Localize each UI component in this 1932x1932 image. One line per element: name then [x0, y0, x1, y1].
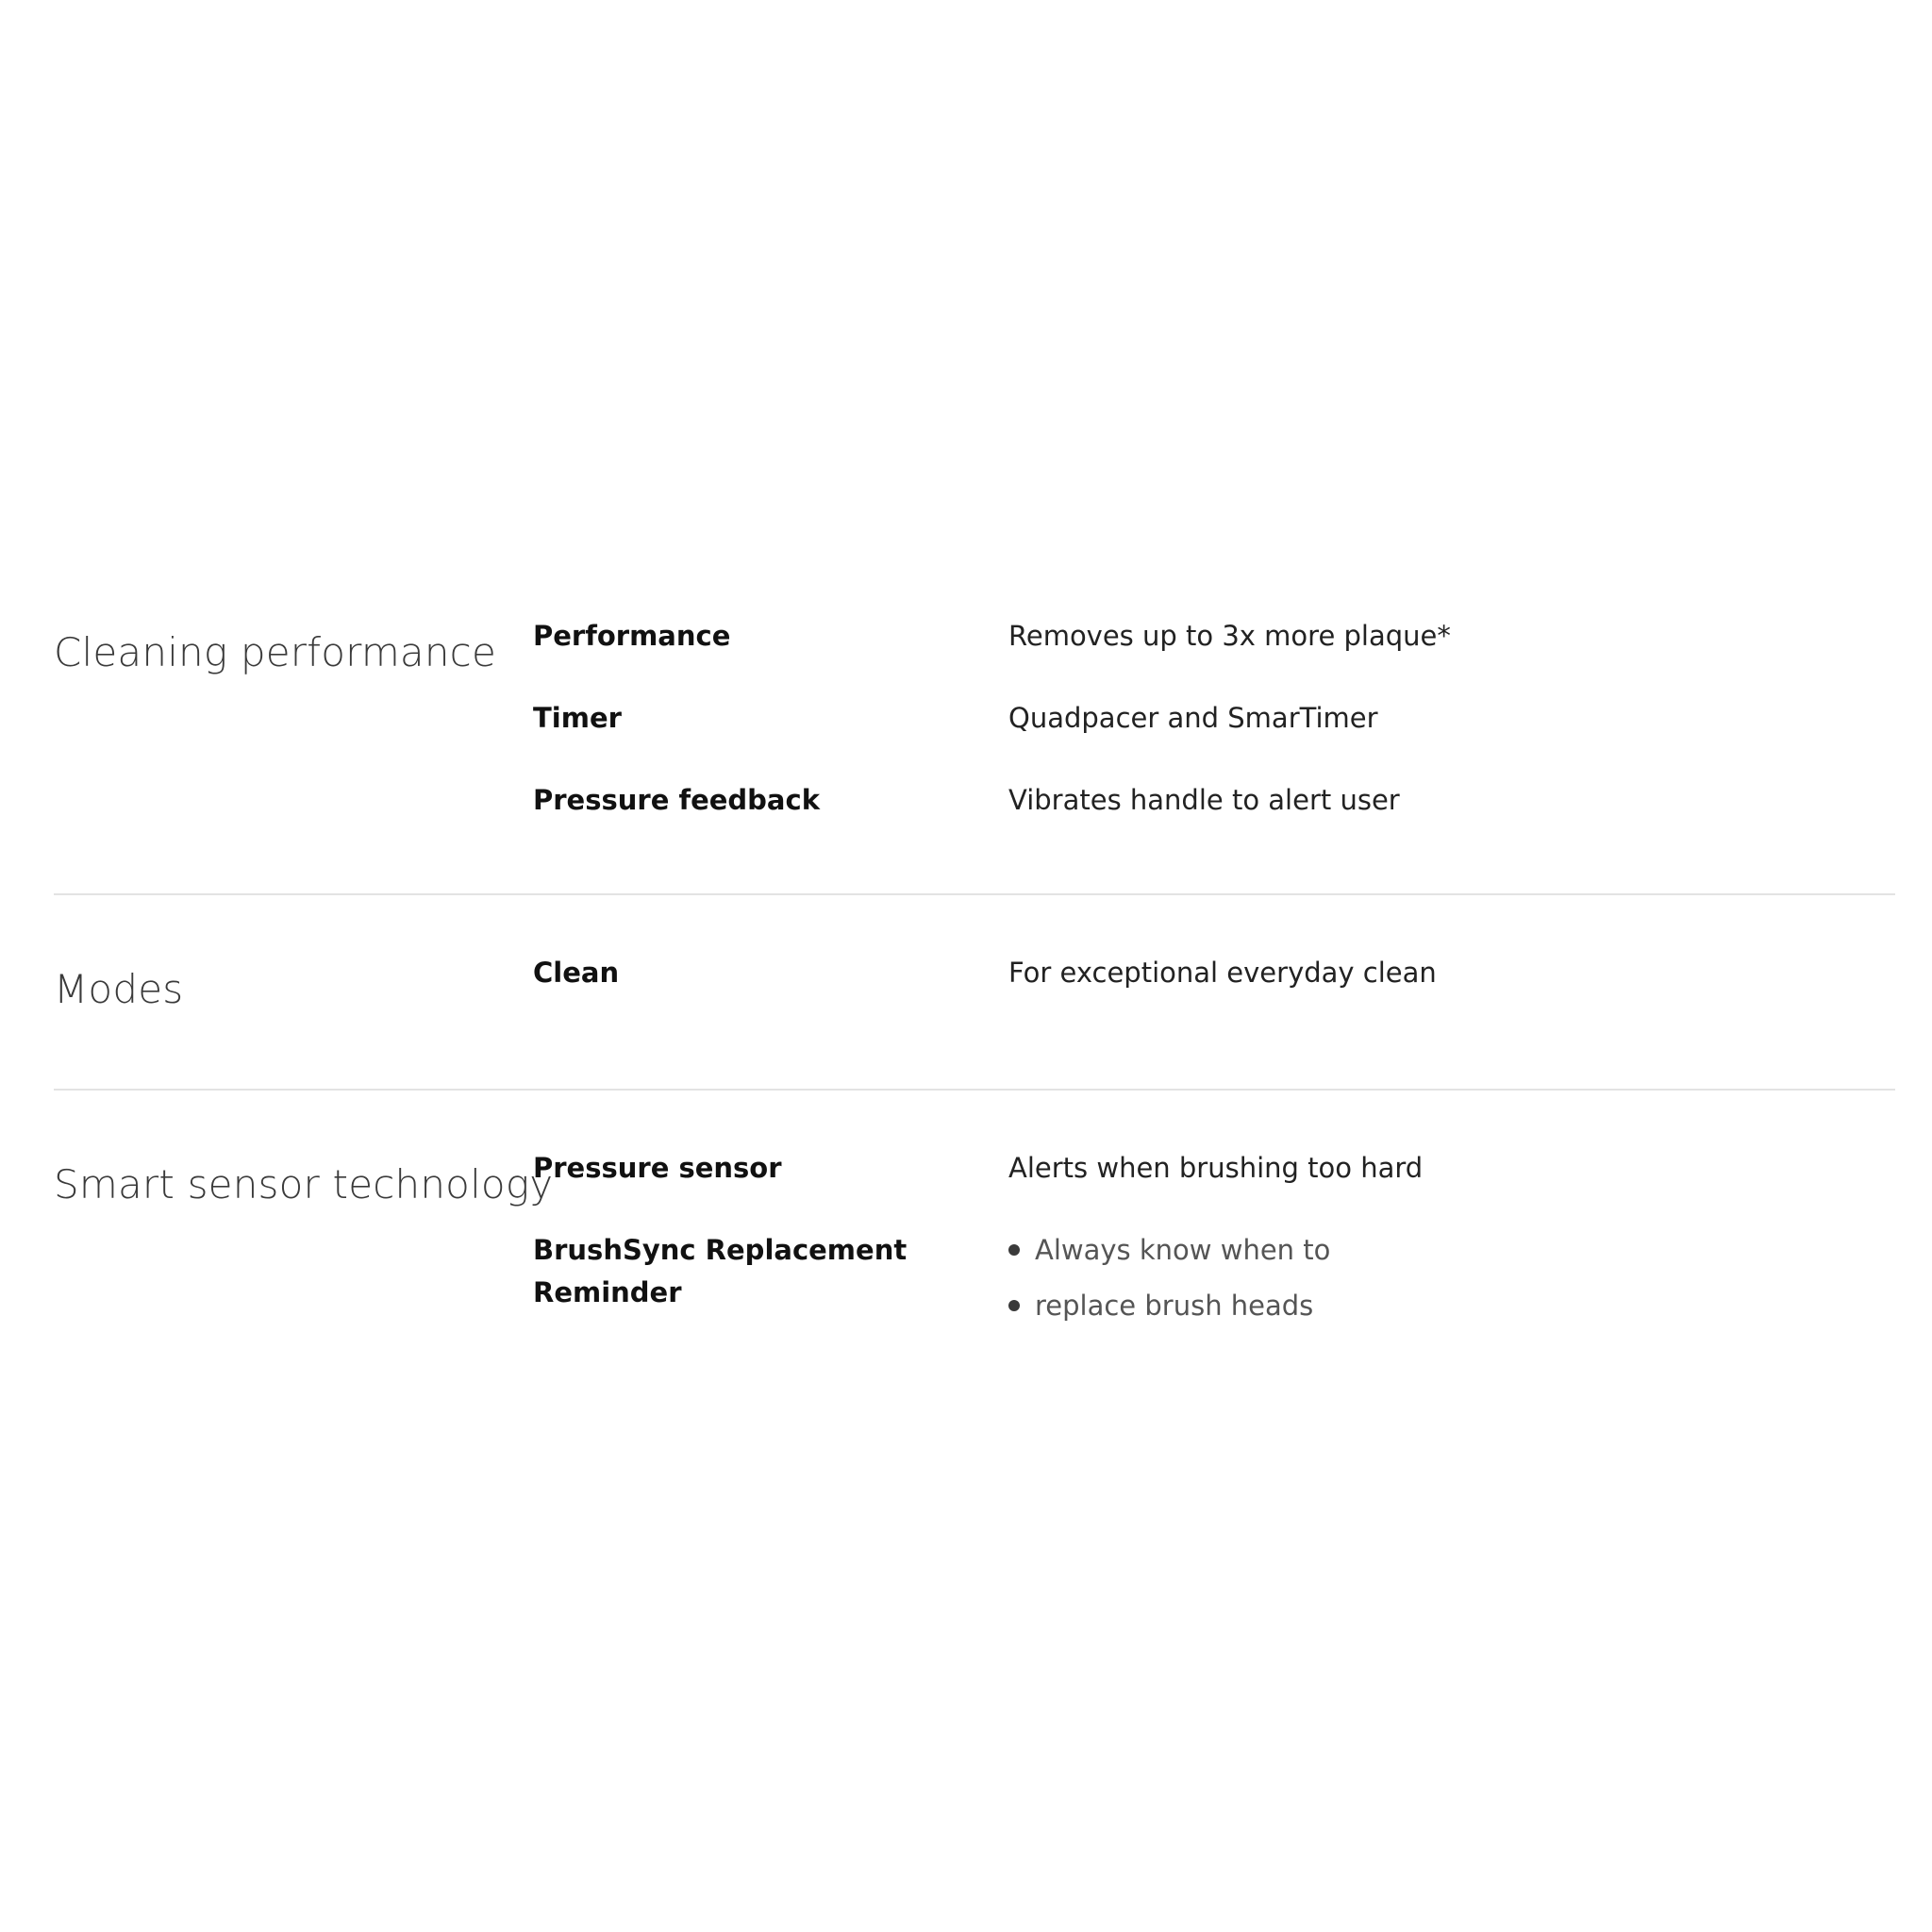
spec-label-performance: Performance [533, 620, 731, 652]
spec-label-pressure-feedback: Pressure feedback [533, 784, 820, 816]
section-cleaning-performance [54, 604, 1895, 822]
spec-row-pressure-feedback [533, 779, 1895, 822]
section-title-cleaning-performance: Cleaning performance [54, 629, 497, 675]
spec-row-performance [533, 615, 1895, 658]
bullet-dot-icon [1008, 1244, 1020, 1256]
bullet-item [1008, 1285, 1895, 1327]
bullet-dot-icon [1008, 1300, 1020, 1311]
bullet-text: replace brush heads [1035, 1289, 1314, 1322]
spec-row-timer [533, 697, 1895, 740]
spec-table [54, 604, 1895, 1341]
spec-label-brushsync-line1: BrushSync Replacement [533, 1233, 908, 1266]
spec-label-pressure-sensor: Pressure sensor [533, 1151, 782, 1184]
bullet-list [1008, 1229, 1895, 1327]
spec-label-brushsync-reminder [533, 1229, 1008, 1314]
bullet-text: Always know when to [1035, 1233, 1331, 1266]
spec-row-brushsync-reminder [533, 1229, 1895, 1341]
spec-label-clean: Clean [533, 957, 620, 989]
spec-value-performance: Removes up to 3x more plaque* [1008, 620, 1451, 652]
bullet-item [1008, 1229, 1895, 1272]
spec-value-pressure-feedback: Vibrates handle to alert user [1008, 784, 1400, 816]
spec-row-clean [533, 952, 1895, 994]
spec-label-timer: Timer [533, 702, 622, 734]
section-smart-sensor-technology [54, 1091, 1895, 1341]
section-title-modes: Modes [54, 966, 184, 1012]
spec-value-timer: Quadpacer and SmarTimer [1008, 702, 1378, 734]
spec-row-pressure-sensor [533, 1147, 1895, 1190]
spec-value-clean: For exceptional everyday clean [1008, 957, 1437, 989]
rows-cleaning-performance [533, 615, 1895, 822]
spec-value-pressure-sensor: Alerts when brushing too hard [1008, 1151, 1424, 1184]
section-modes [54, 895, 1895, 1015]
spec-value-brushsync-reminder [1008, 1229, 1895, 1341]
section-title-smart-sensor-technology: Smart sensor technology [54, 1160, 554, 1208]
spec-label-brushsync-line2: Reminder [533, 1275, 682, 1308]
rows-modes [533, 952, 1895, 994]
rows-smart-sensor-technology [533, 1147, 1895, 1341]
